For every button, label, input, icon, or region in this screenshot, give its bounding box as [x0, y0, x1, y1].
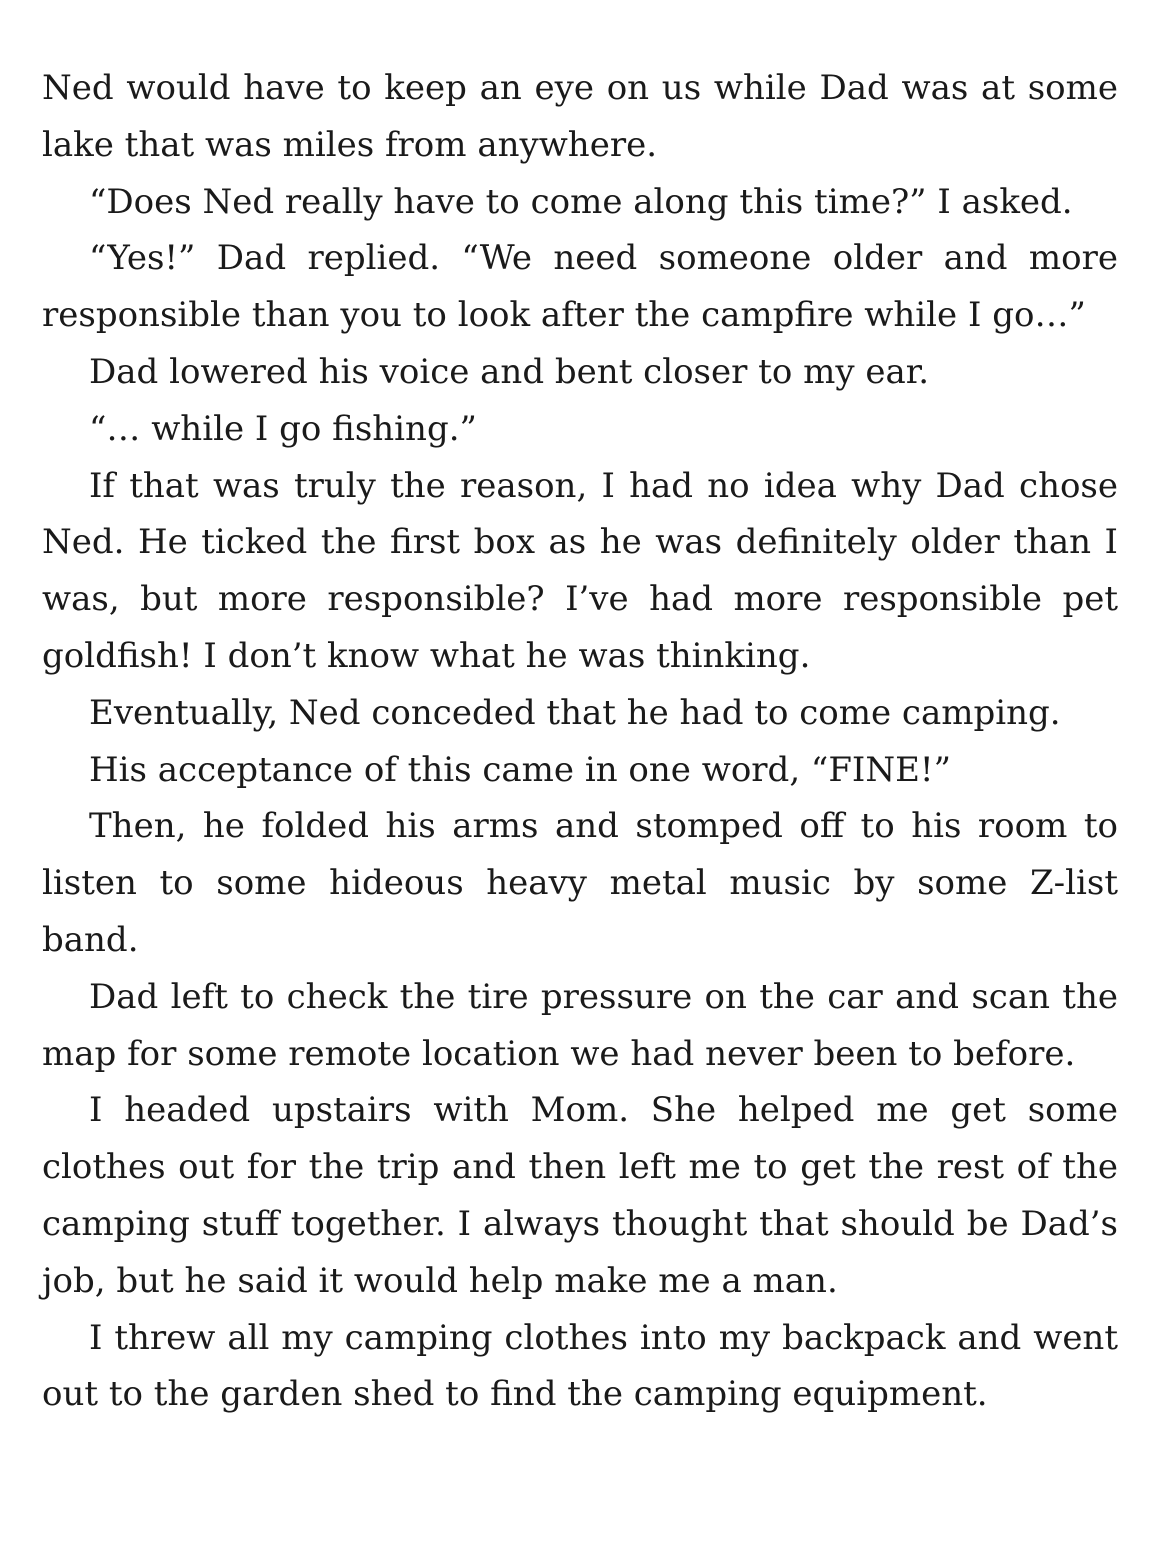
book-page — [42, 60, 1118, 1423]
paragraph: His acceptance of this came in one word, “FINE!” — [89, 749, 951, 790]
paragraph: I threw all my camping clothes into my backpack and went out to the garden shed to find the camping equipment. — [42, 1317, 1118, 1415]
paragraph: Ned would have to keep an eye on us while Dad was at some lake that was miles from anywhere. — [42, 68, 1118, 165]
paragraph: Dad lowered his voice and bent closer to my ear. — [89, 351, 930, 392]
paragraph: Dad left to check the tire pressure on the car and scan the map for some remote location we had never been to before. — [42, 976, 1118, 1074]
paragraph: If that was truly the reason, I had no idea why Dad chose Ned. He ticked the first box as he was definitely older than I was, but more responsible? I’ve had more responsible pet goldfish! I don’t know what he was thinking. — [42, 465, 1118, 676]
paragraph: Eventually, Ned conceded that he had to come camping. — [89, 692, 1061, 733]
paragraph: I headed upstairs with Mom. She helped me get some clothes out for the trip and then left me to get the rest of the camping stuff together. I always thought that should be Dad’s job, but he said it would help make me a man. — [42, 1090, 1118, 1301]
paragraph: Then, he folded his arms and stomped off to his room to listen to some hideous heavy metal music by some Z-list band. — [42, 806, 1118, 960]
paragraph: “… while I go fishing.” — [89, 408, 477, 449]
paragraph: “Yes!” Dad replied. “We need someone older and more responsible than you to look after the campfire while I go…” — [42, 238, 1118, 336]
paragraph: “Does Ned really have to come along this time?” I asked. — [89, 181, 1073, 222]
